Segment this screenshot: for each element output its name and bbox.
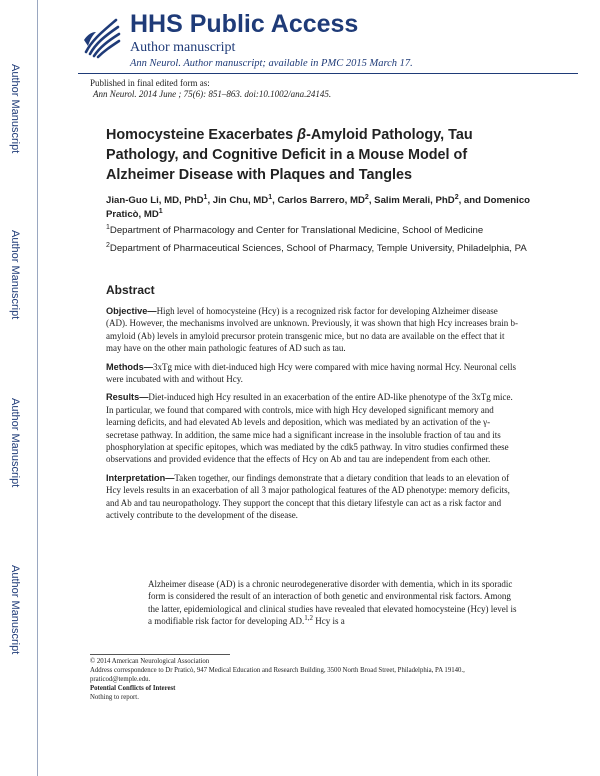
sidebar-label: Author Manuscript [9, 64, 21, 154]
abstract-heading: Abstract [106, 283, 155, 297]
conflicts-heading: Potential Conflicts of Interest [90, 685, 176, 692]
copyright: © 2014 American Neurological Association [90, 658, 210, 665]
affiliation-sup: 1 [106, 223, 110, 231]
author-affiliation-sup: 2 [364, 193, 369, 201]
affiliation [106, 224, 546, 237]
author-affiliation-sup: 1 [268, 193, 273, 201]
sidebar-label: Author Manuscript [9, 565, 21, 655]
sidebar-label: Author Manuscript [9, 230, 21, 320]
section-text: High level of homocysteine (Hcy) is a recognized risk factor for developing Alzheimer disease (AD). However, the mechanisms involved are unknown. Previously, it was shown that high Hcy increases brain b-amyloid (Ab) levels in amyloid precursor protein transgenic mice, but no data are available on the effect that it may have on the other main pathologic features of AD such as tau. [106, 306, 518, 354]
affiliations [106, 224, 546, 260]
section-label: Methods— [106, 361, 153, 372]
left-sidebar [0, 0, 42, 776]
section-text: 3xTg mice with diet-induced high Hcy were compared with mice having normal Hcy. Neuronal cells were incubated with and without Hcy. [106, 361, 517, 385]
sidebar-divider [37, 0, 38, 776]
publication-line: Published in final edited form as: [90, 78, 210, 88]
author-separator: , [368, 195, 375, 206]
author-affiliation-sup: 1 [158, 207, 163, 215]
hhs-subtitle: Author manuscript [130, 40, 236, 55]
section-label: Results— [106, 392, 149, 403]
footnote-rule [90, 654, 230, 655]
affiliation-sup: 2 [106, 241, 110, 249]
affiliation-text: Department of Pharmaceutical Sciences, School of Pharmacy, Temple University, Philadelphia, PA [109, 243, 527, 254]
title-part: Homocysteine Exacerbates [106, 127, 298, 143]
abstract-results [106, 391, 518, 465]
publication-info [90, 78, 331, 100]
hhs-header [78, 10, 578, 70]
section-label: Objective— [106, 306, 157, 316]
hhs-eagle-logo-icon [78, 10, 122, 60]
author-name: Domenico Praticò, MD [106, 195, 531, 220]
section-text: Diet-induced high Hcy resulted in an exacerbation of the entire AD-like phenotype of the 3xTg mice. In particular, we found that compared with controls, mice with high Hcy developed significant memory and learning deficits, and had elevated Ab levels and deposition, which was mediated by an activation of the γ-secretase pathway. In addition, the same mice had a significant increase in the insoluble fraction of tau and its phosphorylation at specific epitopes, which was mediated by the cdk5 pathway. In vitro studies confirmed these observations and provided evidence that the effects of Hcy on Ab and tau are independent from each other. [106, 392, 513, 465]
author-separator: , [272, 195, 278, 206]
hhs-title: HHS Public Access [130, 10, 359, 38]
abstract-objective [106, 305, 518, 355]
author-affiliation-sup: 1 [203, 193, 208, 201]
intro-text: Alzheimer disease (AD) is a chronic neurodegenerative disorder with dementia, which in its sporadic form is considered the result of an interaction of both genetic and environmental risk factors. Among the latter, epidemiological and clinical studies have revealed that elevated homocysteine (Hcy) level is a modifiable risk factor for developing AD. [148, 579, 517, 627]
introduction [148, 578, 520, 628]
author-name: Jin Chu, MD [212, 195, 269, 206]
author-separator: , [207, 195, 213, 206]
abstract-interpretation [106, 472, 518, 522]
header-rule [78, 73, 578, 74]
publication-citation: Ann Neurol. 2014 June ; 75(6): 851–863. doi:10.1002/ana.24145. [93, 89, 332, 99]
abstract-methods [106, 361, 518, 386]
author-name: Carlos Barrero, MD [277, 195, 365, 206]
sidebar-label: Author Manuscript [9, 398, 21, 488]
affiliation-text: Department of Pharmacology and Center for Translational Medicine, School of Medicine [109, 225, 484, 236]
hhs-availability: Ann Neurol. Author manuscript; available in PMC 2015 March 17. [130, 58, 413, 69]
abstract-body [106, 305, 518, 528]
intro-tail: Hcy is a [312, 616, 345, 627]
section-label: Interpretation— [106, 472, 175, 483]
title-part: -Amyloid Pathology, Tau Pathology, and Cognitive Deficit in a Mouse Model of Alzheimer Disease with Plaques and Tangles [106, 127, 473, 183]
correspondence: Address correspondence to Dr Praticò, 947 Medical Education and Research Building, 3500 North Broad Street, Philadelphia, PA 19140., praticod@temple.edu. [90, 667, 465, 683]
section-text: Taken together, our findings demonstrate that a dietary condition that leads to an elevation of Hcy levels results in an exacerbation of all 3 major pathological features of the AD phenotype: memory deficits, and Ab and tau neuropathology. They support the concept that this dietary lifestyle can act as a risk factor and actively contribute to the development of the disease. [106, 472, 510, 521]
affiliation [106, 242, 546, 255]
reference-sup[interactable]: 1,2 [304, 614, 313, 623]
intro-paragraph [148, 578, 520, 628]
article-title [106, 125, 536, 185]
author-list [106, 194, 546, 222]
author-name: Jian-Guo Li, MD, PhD [106, 195, 204, 206]
author-affiliation-sup: 2 [454, 193, 459, 201]
conflicts-text: Nothing to report. [90, 694, 139, 701]
footnotes [90, 657, 520, 702]
author-separator: , and [458, 195, 484, 206]
author-name: Salim Merali, PhD [374, 195, 455, 206]
title-beta: β [297, 127, 307, 143]
